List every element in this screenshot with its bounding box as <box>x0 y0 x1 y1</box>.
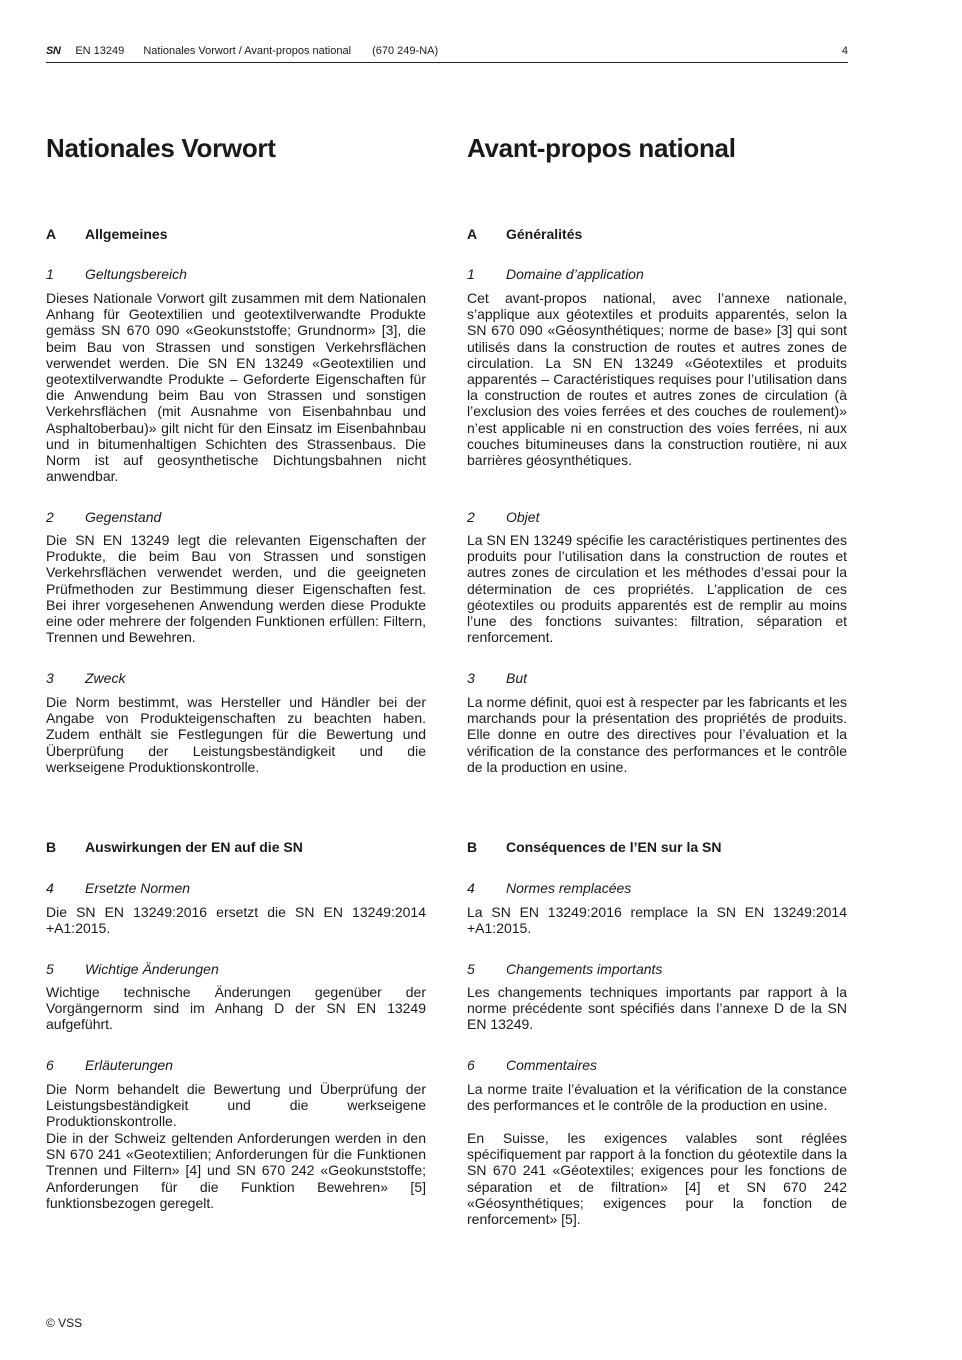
subsection-6-text-1: La norme traite l’évaluation et la vérification de la constance des performances et le contrôle de la production en usine. <box>467 1081 847 1114</box>
subsection-number: 1 <box>46 266 54 282</box>
subsection-label: Zweck <box>85 670 126 686</box>
subsection-number: 3 <box>46 670 54 686</box>
subsection-5-heading <box>467 960 847 978</box>
subsection-label: Changements importants <box>506 961 663 977</box>
subsection-label: Domaine d’application <box>506 266 644 282</box>
page-title: Avant-propos national <box>467 133 736 163</box>
page-header <box>46 44 848 63</box>
subsection-1-text: Dieses Nationale Vorwort gilt zusammen mit dem Nationalen Anhang für Geotextilien und geotextilverwandte Produkte gemäss SN 670 090 «Geokunststoffe; Grundnorm» [3], die beim Bau von Strassen und sonstigen Verkehrsflächen verwendet werden. Die SN EN 13249 «Geotextilien und geotextilverwandte Produkte – Geforderte Eigenschaften für die Anwendung beim Bau von Strassen und sonstigen Verkehrsflächen (mit Ausnahme von Eisenbahnbau und Asphaltoberbau)» gilt nicht für den Einsatz im Eisenbahnbau und in bitumenhaltigen Schichten des Strassenbaus. Die Norm ist auf geosynthetische Dichtungsbahnen nicht anwendbar. <box>46 290 426 485</box>
section-b-heading <box>46 838 426 856</box>
subsection-number: 2 <box>467 509 475 525</box>
subsection-5-text: Wichtige technische Änderungen gegenüber der Vorgängernorm sind im Anhang D der SN EN 13249 aufgeführt. <box>46 984 426 1033</box>
section-label: Auswirkungen der EN auf die SN <box>85 839 303 855</box>
subsection-number: 5 <box>46 961 54 977</box>
subsection-3-text: Die Norm bestimmt, was Hersteller und Händler bei der Angabe von Produkteigenschaften zu beachten haben. Zudem enthält sie Festlegungen für die Bewertung und Überprüfung der Leistungsbeständigkeit und die werkseigene Produktionskontrolle. <box>46 694 426 775</box>
subsection-label: Erläuterungen <box>85 1057 173 1073</box>
section-label: Généralités <box>506 226 583 242</box>
subsection-4-text: La SN EN 13249:2016 remplace la SN EN 13249:2014 +A1:2015. <box>467 904 847 937</box>
sn-logo: SN <box>46 45 61 57</box>
subsection-1-heading <box>46 265 426 283</box>
section-letter: B <box>467 839 478 855</box>
page-number: 4 <box>841 45 848 57</box>
subsection-label: Geltungsbereich <box>85 266 187 282</box>
section-label: Allgemeines <box>85 226 168 242</box>
subsection-number: 4 <box>46 880 54 896</box>
subsection-1-text: Cet avant-propos national, avec l’annexe nationale, s’applique aux géotextiles et produits apparentés, selon la SN 670 090 «Géosynthétiques; norme de base» [3] qui sont utilisés dans la construction de routes et autres zones de circulation. La SN EN 13249 «Géotextiles et produits apparentés – Caractéristiques requises pour l’utilisation dans la construction de routes et autres zones de circulation (à l’exclusion des voies ferrées et des couches de roulement)» n’est applicable ni en construction des voies ferrées, ni aux couches bitumineuses dans la construction routière, ni aux barrières géosynthétiques. <box>467 290 847 469</box>
subsection-5-text: Les changements techniques importants par rapport à la norme précédente sont spécifiés dans l’annexe D de la SN EN 13249. <box>467 984 847 1033</box>
page-title: Nationales Vorwort <box>46 133 276 163</box>
subsection-3-heading <box>46 669 426 687</box>
section-letter: A <box>467 226 478 242</box>
subsection-2-heading <box>467 508 847 526</box>
subsection-5-heading <box>46 960 426 978</box>
subsection-number: 5 <box>467 961 475 977</box>
subsection-4-heading <box>467 879 847 897</box>
subsection-6-text-1: Die Norm behandelt die Bewertung und Überprüfung der Leistungsbeständigkeit und die werkseigene Produktionskontrolle. <box>46 1081 426 1130</box>
subsection-1-heading <box>467 265 847 283</box>
section-b-heading <box>467 838 847 856</box>
subsection-3-text: La norme définit, quoi est à respecter par les fabricants et les marchands pour la présentation des propriétés de produits. Elle donne en outre des directives pour l’évaluation et la vérification de la constance des performances et le contrôle de la production en usine. <box>467 694 847 775</box>
subsection-4-heading <box>46 879 426 897</box>
subsection-6-text-2: Die in der Schweiz geltenden Anforderungen werden in den SN 670 241 «Geotextilien; Anforderungen für die Funktionen Trennen und Filtern» [4] und SN 670 242 «Geokunststoffe; Anforderungen für die Funktion Bewehren» [5] funktionsbezogen geregelt. <box>46 1130 426 1211</box>
section-letter: A <box>46 226 57 242</box>
subsection-3-heading <box>467 669 847 687</box>
subsection-6-text-2: En Suisse, les exigences valables sont réglées spécifiquement par rapport à la fonction du géotextile dans la SN 670 241 «Géotextiles; exigences pour les fonctions de séparation et de filtration» [4] et SN 670 242 «Géosynthétiques; exigences pour la fonction de renforcement» [5]. <box>467 1130 847 1228</box>
subsection-4-text: Die SN EN 13249:2016 ersetzt die SN EN 13249:2014 +A1:2015. <box>46 904 426 937</box>
subsection-2-heading <box>46 508 426 526</box>
subsection-label: Objet <box>506 509 540 525</box>
section-a-heading <box>46 225 426 243</box>
section-letter: B <box>46 839 57 855</box>
section-a-heading <box>467 225 847 243</box>
subsection-label: Ersetzte Normen <box>85 880 191 896</box>
subsection-label: But <box>506 670 528 686</box>
section-label: Conséquences de l’EN sur la SN <box>506 839 722 855</box>
header-title: Nationales Vorwort / Avant-propos national <box>143 45 352 57</box>
subsection-number: 1 <box>467 266 475 282</box>
subsection-label: Gegenstand <box>85 509 162 525</box>
subsection-label: Commentaires <box>506 1057 598 1073</box>
subsection-number: 4 <box>467 880 475 896</box>
subsection-label: Normes remplacées <box>506 880 632 896</box>
subsection-number: 6 <box>467 1057 475 1073</box>
copyright-footer: © VSS <box>46 1316 83 1330</box>
subsection-number: 6 <box>46 1057 54 1073</box>
subsection-6-heading <box>467 1056 847 1074</box>
header-standard: EN 13249 <box>75 45 125 57</box>
subsection-2-text: La SN EN 13249 spécifie les caractéristiques pertinentes des produits pour l’utilisation dans la construction de routes et autres zones de circulation et les méthodes d’essai pour la détermination de ces propriétés. L’application de ces géotextiles ou produits apparentés est de remplir au moins l’une des fonctions suivantes: filtration, séparation et renforcement. <box>467 532 847 646</box>
subsection-6-heading <box>46 1056 426 1074</box>
subsection-2-text: Die SN EN 13249 legt die relevanten Eigenschaften der Produkte, die beim Bau von Strassen und sonstigen Verkehrsflächen verwendet werden, und die geeigneten Prüfmethoden zur Bestimmung dieser Eigenschaften fest. Bei ihrer vorgesehenen Anwendung werden diese Produkte eine oder mehrere der folgenden Funktionen erfüllen: Filtern, Trennen und Bewehren. <box>46 532 426 646</box>
subsection-number: 2 <box>46 509 54 525</box>
subsection-number: 3 <box>467 670 475 686</box>
header-code: (670 249-NA) <box>372 45 439 57</box>
subsection-label: Wichtige Änderungen <box>85 961 219 977</box>
